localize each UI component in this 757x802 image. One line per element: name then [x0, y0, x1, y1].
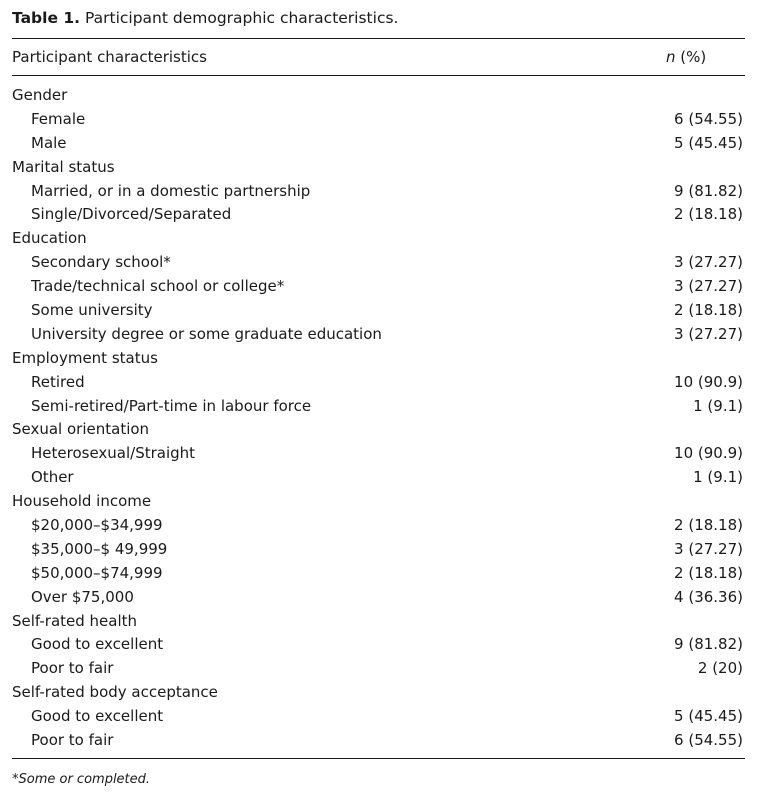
percent-symbol: (%)	[680, 48, 707, 66]
n-percent-value: 3 (27.27)	[674, 539, 743, 558]
table-row	[0, 299, 757, 323]
table-caption-text: Participant demographic characteristics.	[84, 9, 399, 27]
table-row	[0, 251, 757, 275]
n-percent-value: 9 (81.82)	[674, 635, 743, 654]
table-row	[0, 586, 757, 610]
characteristic-label: Secondary school*	[31, 253, 171, 272]
table-top-rule	[12, 38, 745, 39]
table-footnote: *Some or completed.	[12, 772, 151, 787]
n-percent-value: 2 (18.18)	[674, 301, 743, 320]
table-row	[0, 132, 757, 156]
table-row	[0, 633, 757, 657]
characteristic-label: Married, or in a domestic partnership	[31, 181, 311, 200]
characteristic-label: Good to excellent	[31, 707, 164, 726]
characteristic-label: Poor to fair	[31, 659, 114, 678]
table-row	[0, 395, 757, 419]
category-label: Education	[12, 229, 87, 248]
n-percent-value: 2 (18.18)	[674, 516, 743, 535]
n-percent-value: 5 (45.45)	[674, 707, 743, 726]
table-caption	[12, 7, 398, 29]
characteristic-label: University degree or some graduate education	[31, 324, 382, 343]
table-row	[0, 538, 757, 562]
n-percent-value: 3 (27.27)	[674, 253, 743, 272]
characteristic-label: Good to excellent	[31, 635, 164, 654]
characteristic-label: Single/Divorced/Separated	[31, 205, 232, 224]
table-row	[0, 562, 757, 586]
category-row	[0, 681, 757, 705]
table-row	[0, 108, 757, 132]
category-row	[0, 84, 757, 108]
n-percent-value: 2 (20)	[697, 659, 743, 678]
characteristic-label: Female	[31, 109, 86, 128]
column-header-n-percent	[666, 46, 706, 68]
header-rule	[12, 75, 745, 76]
n-percent-value: 9 (81.82)	[674, 181, 743, 200]
table-row	[0, 729, 757, 753]
characteristic-label: Trade/technical school or college*	[31, 277, 285, 296]
characteristic-label: Male	[31, 133, 67, 152]
n-percent-value: 10 (90.9)	[674, 372, 743, 391]
n-percent-value: 6 (54.55)	[674, 731, 743, 750]
characteristic-label: $50,000–$74,999	[31, 563, 163, 582]
n-percent-value: 3 (27.27)	[674, 277, 743, 296]
category-row	[0, 418, 757, 442]
table-row	[0, 705, 757, 729]
characteristic-label: Semi-retired/Part-time in labour force	[31, 396, 312, 415]
n-percent-value: 10 (90.9)	[674, 444, 743, 463]
column-header-characteristics: Participant characteristics	[12, 48, 207, 66]
table-row	[0, 180, 757, 204]
table-bottom-rule	[12, 758, 745, 759]
table-row	[0, 442, 757, 466]
characteristic-label: Heterosexual/Straight	[31, 444, 196, 463]
n-percent-value: 1 (9.1)	[693, 396, 743, 415]
category-row	[0, 610, 757, 634]
n-percent-value: 6 (54.55)	[674, 109, 743, 128]
category-label: Self-rated health	[12, 611, 138, 630]
characteristic-label: Some university	[31, 301, 153, 320]
table-row	[0, 514, 757, 538]
characteristic-label: $20,000–$34,999	[31, 516, 163, 535]
category-row	[0, 347, 757, 371]
characteristic-label: Other	[31, 468, 74, 487]
n-percent-value: 3 (27.27)	[674, 324, 743, 343]
characteristic-label: Retired	[31, 372, 85, 391]
category-label: Marital status	[12, 157, 115, 176]
n-symbol: n	[666, 48, 676, 66]
category-label: Gender	[12, 86, 68, 104]
category-row	[0, 490, 757, 514]
characteristic-label: $35,000–$ 49,999	[31, 539, 168, 558]
n-percent-value: 2 (18.18)	[674, 563, 743, 582]
n-percent-value: 1 (9.1)	[693, 468, 743, 487]
table-row	[0, 323, 757, 347]
category-row	[0, 156, 757, 180]
category-label: Employment status	[12, 348, 158, 367]
characteristic-label: Poor to fair	[31, 731, 114, 750]
category-row	[0, 227, 757, 251]
table-row	[0, 275, 757, 299]
category-label: Self-rated body acceptance	[12, 683, 218, 702]
table-row	[0, 657, 757, 681]
category-label: Sexual orientation	[12, 420, 150, 439]
n-percent-value: 2 (18.18)	[674, 205, 743, 224]
category-label: Household income	[12, 492, 152, 511]
table-row	[0, 466, 757, 490]
table-body	[0, 84, 757, 753]
table-label: Table 1.	[12, 9, 81, 27]
n-percent-value: 5 (45.45)	[674, 133, 743, 152]
table-row	[0, 203, 757, 227]
table-row	[0, 371, 757, 395]
characteristic-label: Over $75,000	[31, 587, 134, 606]
n-percent-value: 4 (36.36)	[674, 587, 743, 606]
